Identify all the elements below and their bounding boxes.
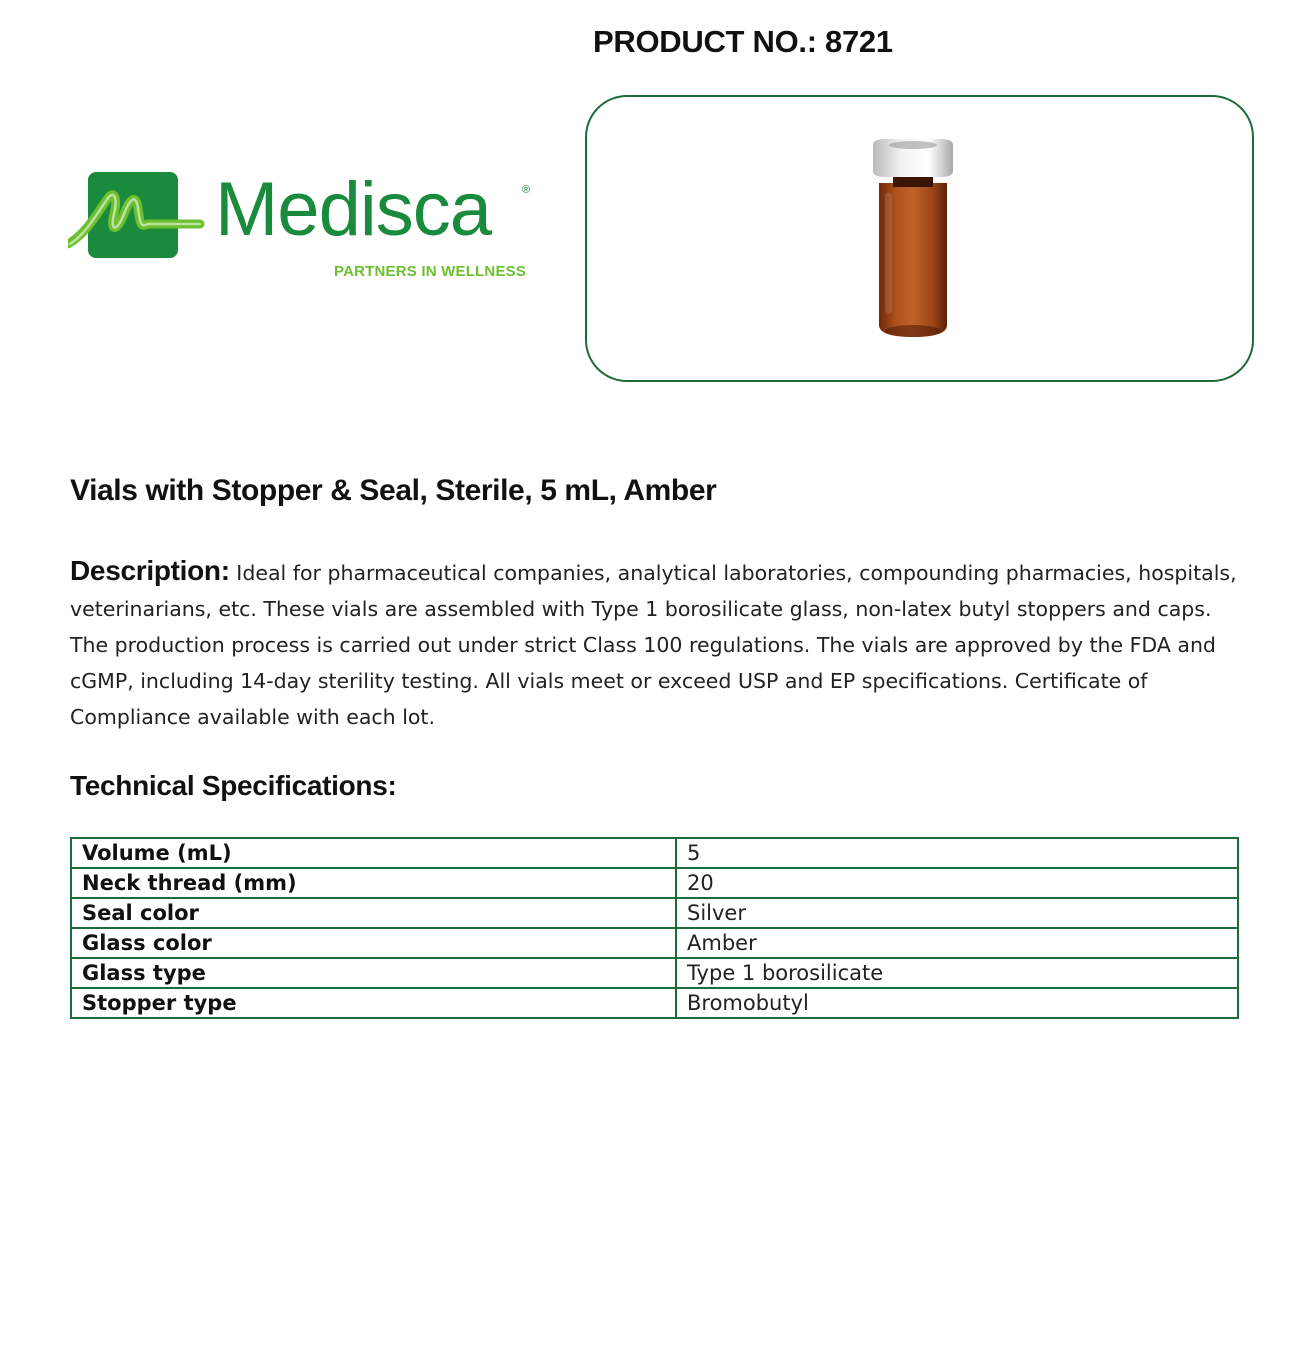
description-text: Ideal for pharmaceutical companies, analytical laboratories, compounding pharmacies, hospitals, veterinarians, etc. These vials are assembled with Type 1 borosilicate glass, non-latex butyl stoppers and caps. The production process is carried out under strict Class 100 regulations. The vials are approved by the FDA and cGMP, including 14-day sterility testing. All vials meet or exceed USP and EP specifications. Certificate of Compliance available with each lot.	[70, 561, 1237, 729]
spec-label: Seal color	[71, 898, 676, 928]
spec-label: Neck thread (mm)	[71, 868, 676, 898]
spec-value: 5	[676, 838, 1238, 868]
product-title: Vials with Stopper & Seal, Sterile, 5 mL, Amber	[70, 474, 717, 507]
table-row	[71, 838, 1238, 868]
description-label: Description:	[70, 555, 230, 586]
spec-label: Glass color	[71, 928, 676, 958]
medisca-m-icon	[68, 168, 218, 268]
brand-name: Medisca	[215, 167, 491, 252]
spec-value: Bromobutyl	[676, 988, 1238, 1018]
product-number: PRODUCT NO.: 8721	[593, 24, 893, 59]
table-row	[71, 868, 1238, 898]
brand-tagline: PARTNERS IN WELLNESS	[334, 263, 527, 280]
spec-label: Glass type	[71, 958, 676, 988]
amber-vial-icon	[863, 137, 963, 343]
table-row	[71, 898, 1238, 928]
table-row	[71, 928, 1238, 958]
table-row	[71, 958, 1238, 988]
medisca-logo	[68, 168, 538, 288]
table-row	[71, 988, 1238, 1018]
spec-value: 20	[676, 868, 1238, 898]
spec-value: Type 1 borosilicate	[676, 958, 1238, 988]
spec-heading: Technical Specifications:	[70, 770, 397, 801]
spec-label: Stopper type	[71, 988, 676, 1018]
product-image-frame	[585, 95, 1254, 382]
spec-value: Silver	[676, 898, 1238, 928]
spec-label: Volume (mL)	[71, 838, 676, 868]
spec-table	[70, 837, 1239, 1019]
registered-mark: ®	[522, 184, 531, 196]
product-description	[70, 553, 1245, 735]
spec-value: Amber	[676, 928, 1238, 958]
